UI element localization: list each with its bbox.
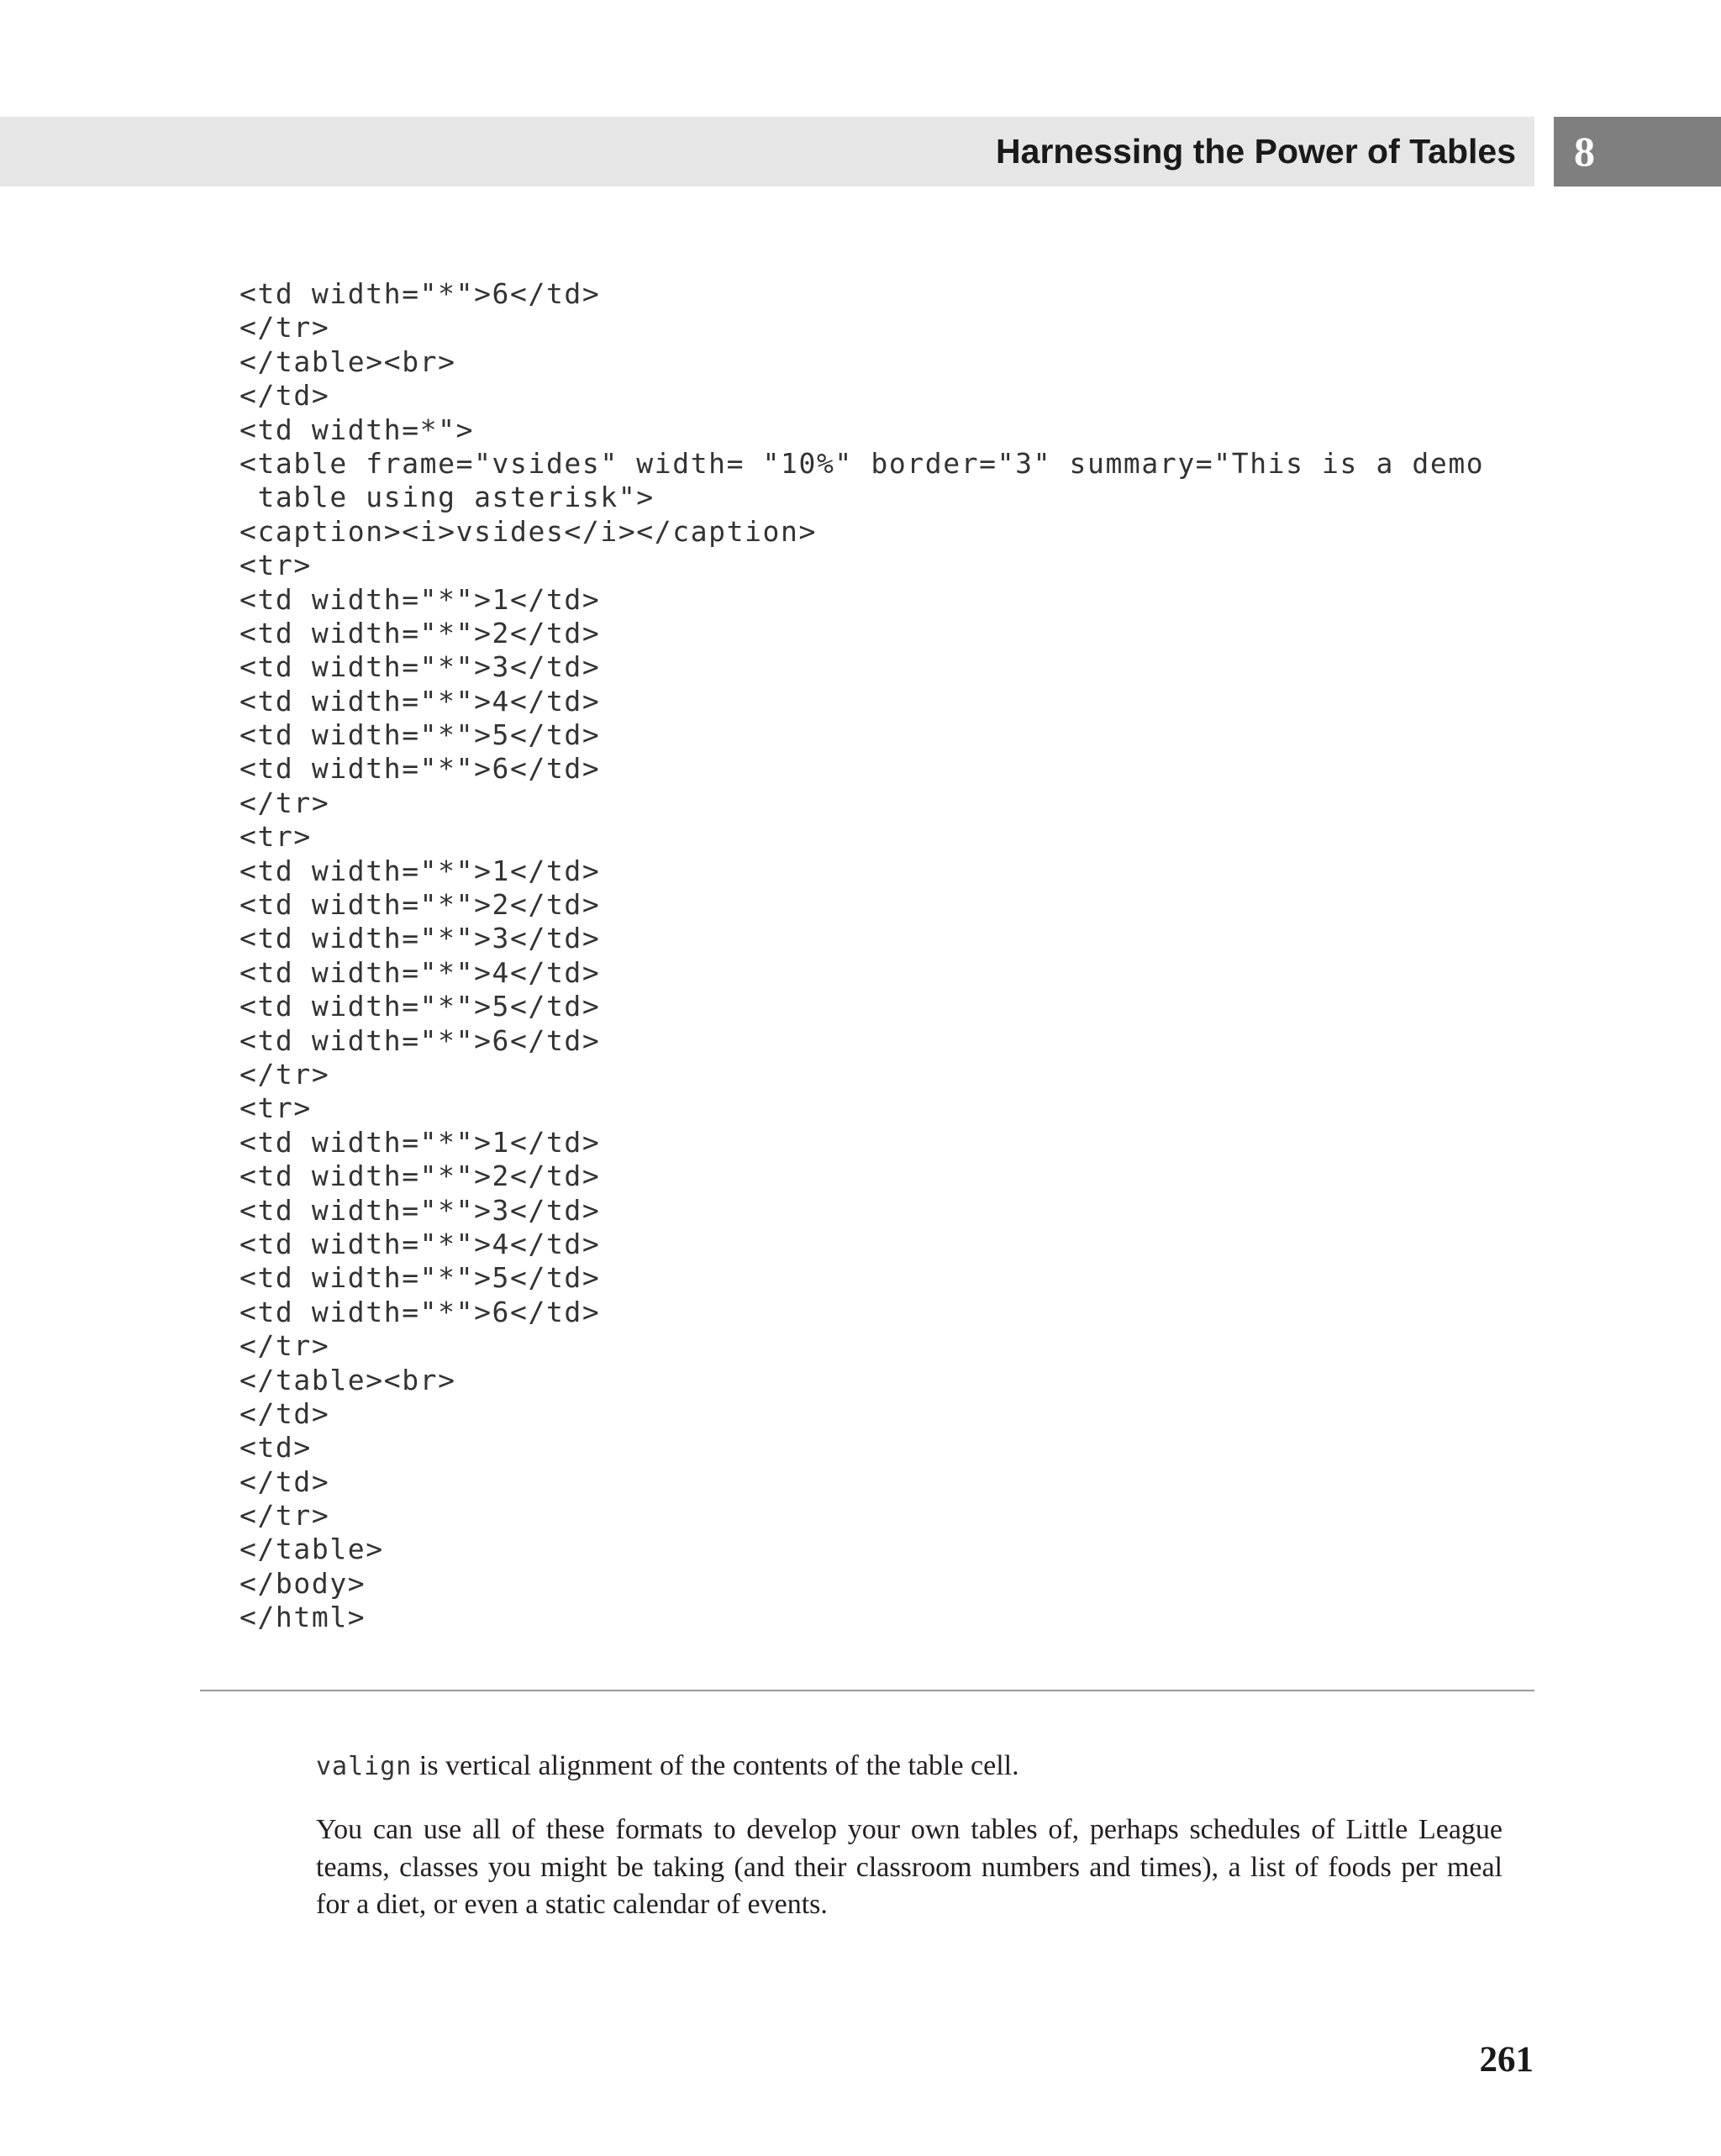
code-line: </tr> xyxy=(239,1499,330,1533)
code-line: </html> xyxy=(239,1601,366,1634)
code-line: </table><br> xyxy=(239,1363,456,1396)
code-line: <td width=*"> xyxy=(239,413,475,446)
code-line: <td width="*">1</td> xyxy=(239,582,601,616)
code-line: <table frame="vsides" width= "10%" border="3" summary="This is a demo xyxy=(239,446,1485,480)
code-line: <td width="*">3</td> xyxy=(239,1193,601,1227)
running-header-title: Harnessing the Power of Tables xyxy=(996,132,1516,171)
code-line: table using asterisk"> xyxy=(239,481,655,514)
code-line: <td width="*">6</td> xyxy=(239,1023,601,1057)
code-line: </td> xyxy=(239,379,330,413)
code-line: </table> xyxy=(239,1533,384,1566)
code-line: <td width="*">3</td> xyxy=(239,650,601,684)
code-line: </table><br> xyxy=(239,344,456,378)
code-line: </body> xyxy=(239,1566,366,1600)
code-line: <tr> xyxy=(239,1091,312,1125)
code-line: <td width="*">4</td> xyxy=(239,955,601,989)
code-line: <td width="*">5</td> xyxy=(239,1261,601,1295)
code-line: </tr> xyxy=(239,1329,330,1363)
code-line: <tr> xyxy=(239,549,312,582)
code-line: <td width="*">5</td> xyxy=(239,990,601,1023)
code-line: </tr> xyxy=(239,311,330,344)
chapter-number: 8 xyxy=(1574,128,1595,175)
code-line: <td width="*">6</td> xyxy=(239,752,601,786)
code-line: <td> xyxy=(239,1431,312,1465)
code-line: <td width="*">2</td> xyxy=(239,616,601,649)
code-line: <tr> xyxy=(239,820,312,854)
code-line: <td width="*">6</td> xyxy=(239,277,601,310)
code-line: <td width="*">6</td> xyxy=(239,1295,601,1328)
code-line: </td> xyxy=(239,1465,330,1498)
code-line: <td width="*">3</td> xyxy=(239,922,601,955)
code-line: <td width="*">5</td> xyxy=(239,718,601,752)
page-number: 261 xyxy=(1479,2040,1534,2080)
code-line: <td width="*">4</td> xyxy=(239,684,601,718)
section-divider xyxy=(200,1690,1534,1691)
inline-code-valign: valign xyxy=(316,1752,413,1781)
paragraph-text: is vertical alignment of the contents of the table cell. xyxy=(412,1750,1019,1781)
code-line: <td width="*">1</td> xyxy=(239,854,601,887)
code-line: </tr> xyxy=(239,786,330,819)
body-paragraph-formats: You can use all of these formats to develop your own tables of, perhaps schedules of Little League teams, classes you might be taking (and their classroom numbers and times), a list of foods per meal for a diet, or even a static calendar of events. xyxy=(316,1814,1503,1920)
code-line: <td width="*">2</td> xyxy=(239,888,601,922)
code-line: <caption><i>vsides</i></caption> xyxy=(239,514,817,548)
code-line: </td> xyxy=(239,1396,330,1430)
body-paragraph-valign xyxy=(316,1748,1503,1786)
code-line: </tr> xyxy=(239,1057,330,1091)
code-line: <td width="*">4</td> xyxy=(239,1227,601,1260)
code-line: <td width="*">1</td> xyxy=(239,1125,601,1159)
code-line: <td width="*">2</td> xyxy=(239,1160,601,1193)
code-listing xyxy=(239,277,1550,1635)
